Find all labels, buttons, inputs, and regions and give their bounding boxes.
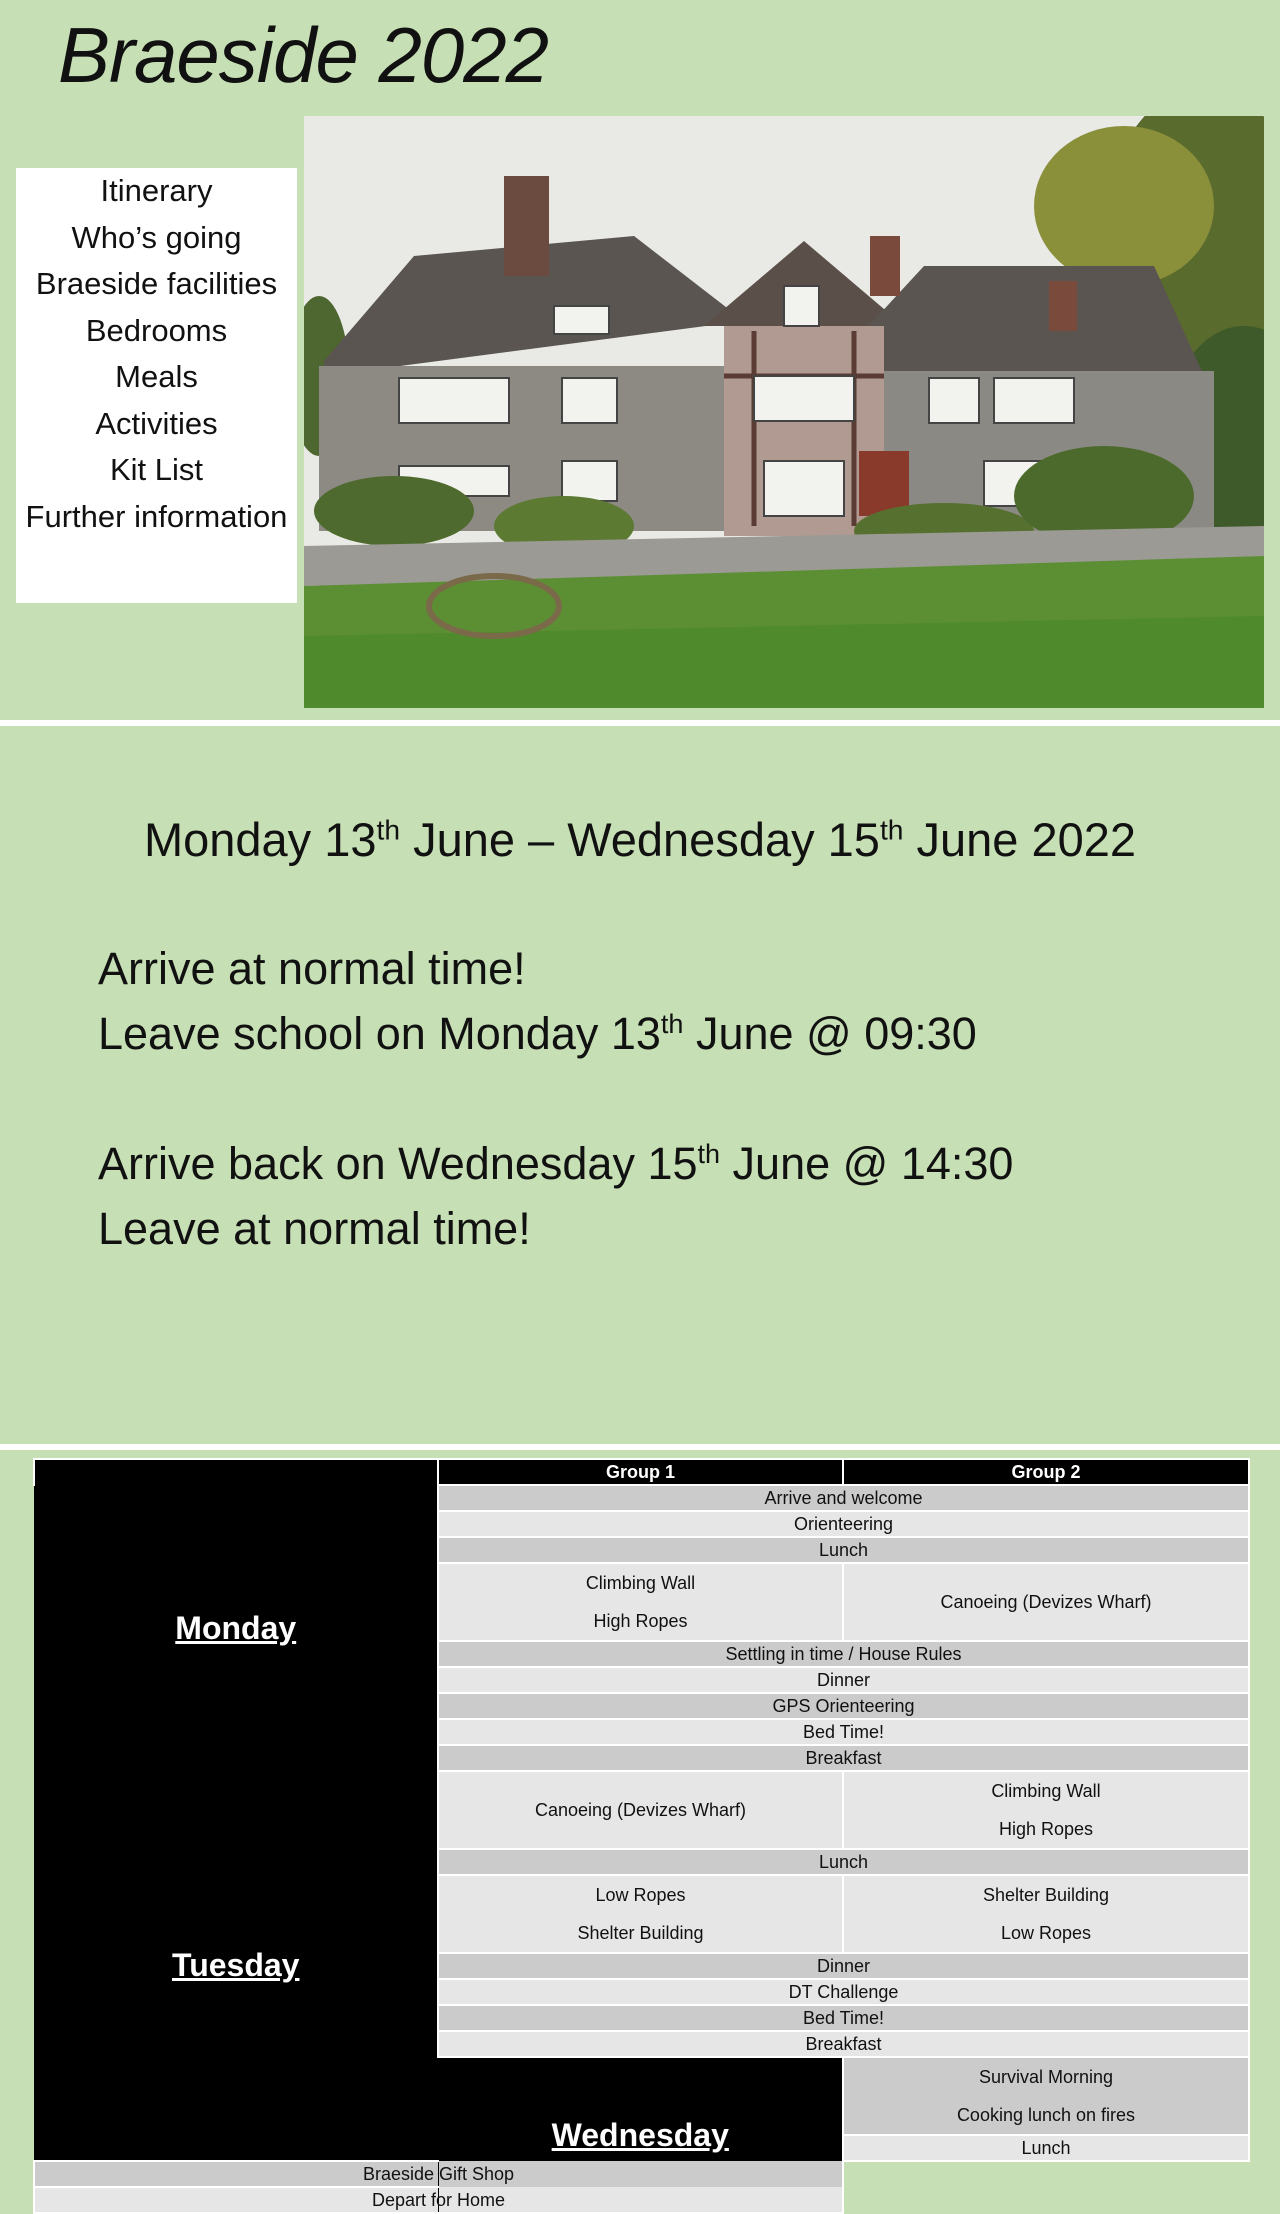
table-row: Climbing Wall High Ropes Canoeing (Devizes Wharf) xyxy=(34,1563,1249,1641)
menu-item-facilities[interactable]: Braeside facilities xyxy=(35,266,278,301)
day-monday: Monday xyxy=(34,1485,438,1771)
table-row: Bed Time! xyxy=(34,2005,1249,2031)
table-header-row xyxy=(34,1459,1249,1485)
leave-line: Leave at normal time! xyxy=(98,1203,531,1254)
table-row: Lunch xyxy=(34,2135,1249,2161)
menu-item-meals[interactable]: Meals xyxy=(115,359,198,394)
table-row: Dinner xyxy=(34,1953,1249,1979)
slide-schedule xyxy=(0,1450,1280,2210)
trip-timings xyxy=(98,936,1013,1261)
header-group-2: Group 2 xyxy=(843,1459,1249,1485)
table-row: Breakfast xyxy=(34,2031,1249,2057)
navigation-menu xyxy=(16,168,297,603)
table-row: Lunch xyxy=(34,1849,1249,1875)
slide-dates xyxy=(0,726,1280,1444)
menu-item-itinerary[interactable]: Itinerary xyxy=(100,173,213,208)
menu-item-whos-going[interactable]: Who’s going xyxy=(71,219,242,255)
house-illustration xyxy=(304,116,1264,708)
menu-item-kit-list[interactable]: Kit List xyxy=(109,452,204,487)
menu-item-activities[interactable]: Activities xyxy=(95,405,218,441)
table-row: Lunch xyxy=(34,1537,1249,1563)
trip-dates: Monday 13th June – Wednesday 15th June 2022 xyxy=(143,813,1137,866)
table-row: Bed Time! xyxy=(34,1719,1249,1745)
table-row: Tuesday Canoeing (Devizes Wharf) Climbing Wall High Ropes xyxy=(34,1771,1249,1849)
leave-school-line: Leave school on Monday 13th June @ 09:30 xyxy=(98,1008,977,1059)
table-row: Breakfast xyxy=(34,1745,1249,1771)
menu-item-bedrooms[interactable]: Bedrooms xyxy=(85,312,228,348)
table-row: Braeside Gift Shop xyxy=(34,2161,1249,2187)
table-row: GPS Orienteering xyxy=(34,1693,1249,1719)
table-row: Dinner xyxy=(34,1667,1249,1693)
arrive-line: Arrive at normal time! xyxy=(98,943,526,994)
schedule-table xyxy=(33,1458,1250,2214)
house-photo xyxy=(304,116,1264,708)
header-group-1: Group 1 xyxy=(438,1459,843,1485)
table-row: Wednesday Survival Morning Cooking lunch on fires xyxy=(34,2057,1249,2135)
table-row: Depart for Home xyxy=(34,2187,1249,2213)
table-row: Settling in time / House Rules xyxy=(34,1641,1249,1667)
slide-title xyxy=(0,0,1280,720)
page-title: Braeside 2022 xyxy=(58,11,549,99)
arrive-back-line: Arrive back on Wednesday 15th June @ 14:30 xyxy=(98,1138,1014,1189)
table-row: Orienteering xyxy=(34,1511,1249,1537)
table-row: Low Ropes Shelter Building Shelter Building Low Ropes xyxy=(34,1875,1249,1953)
menu-item-further-info[interactable]: Further information xyxy=(25,498,288,534)
day-wednesday: Wednesday xyxy=(438,2057,843,2213)
table-row: Monday Arrive and welcome xyxy=(34,1485,1249,1511)
table-row: DT Challenge xyxy=(34,1979,1249,2005)
day-tuesday: Tuesday xyxy=(34,1771,438,2161)
